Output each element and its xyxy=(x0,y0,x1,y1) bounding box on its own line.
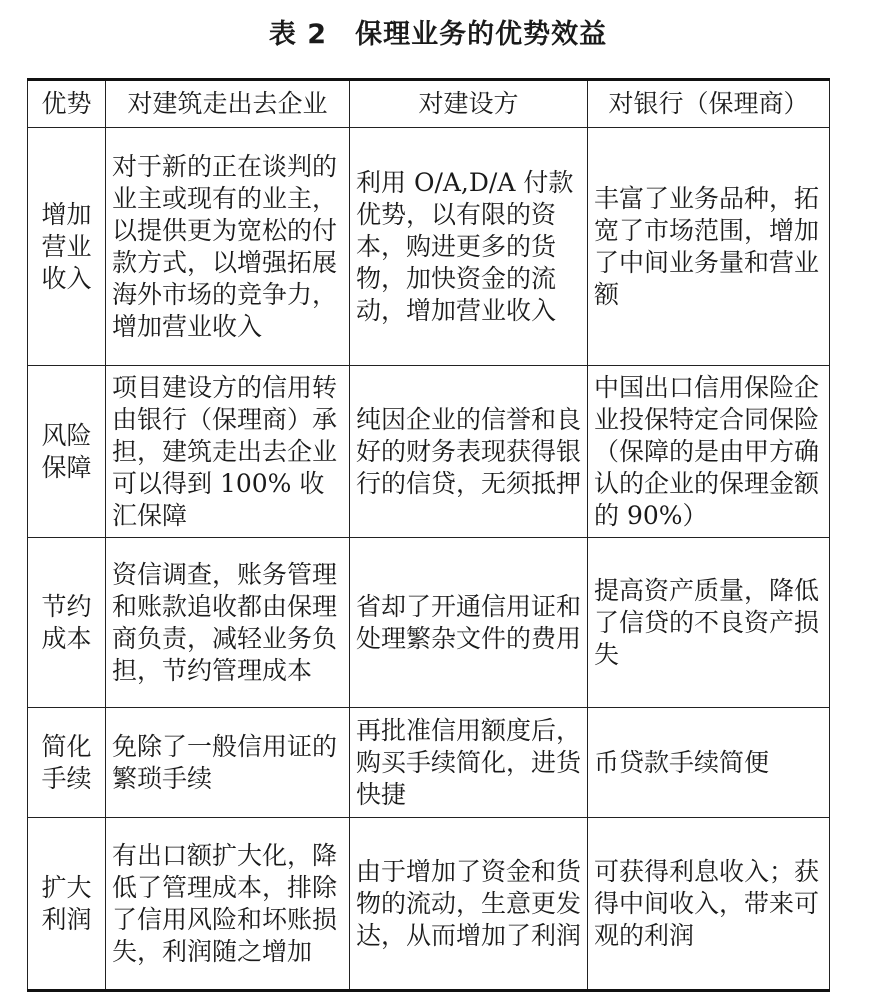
bank-cell xyxy=(588,708,830,818)
owner-cell xyxy=(350,128,588,366)
advantage-cell xyxy=(28,128,106,366)
bank-cell xyxy=(588,538,830,708)
owner-text: 纯因企业的信誉和良好的财务表现获得银行的信贷，无须抵押 xyxy=(356,404,582,498)
owner-text: 省却了开通信用证和处理繁杂文件的费用 xyxy=(356,591,582,653)
benefits-table xyxy=(27,78,830,992)
advantage-text: 简化手续 xyxy=(41,731,92,793)
header-bank: 对银行（保理商） xyxy=(588,80,830,128)
header-owner: 对建设方 xyxy=(350,80,588,128)
bank-cell xyxy=(588,366,830,538)
advantage-text: 增加营业收入 xyxy=(41,199,92,293)
page-title: 表 2 保理业务的优势效益 xyxy=(268,19,608,50)
advantage-cell xyxy=(28,818,106,991)
bank-text: 币贷款手续简便 xyxy=(594,747,770,777)
owner-cell xyxy=(350,708,588,818)
enterprise-cell xyxy=(106,128,350,366)
bank-text: 中国出口信用保险企业投保特定合同保险（保障的是由甲方确认的企业的保理金额的 90%） xyxy=(594,372,820,530)
advantage-text: 风险保障 xyxy=(41,420,92,482)
enterprise-cell xyxy=(106,538,350,708)
owner-cell xyxy=(350,818,588,991)
header-advantage: 优势 xyxy=(28,80,106,128)
advantage-cell xyxy=(28,538,106,708)
table-row xyxy=(28,366,830,538)
owner-text: 再批准信用额度后，购买手续简化，进货快捷 xyxy=(356,715,582,809)
owner-text: 利用 O/A,D/A 付款优势，以有限的资本，购进更多的货物，加快资金的流动，增加营业收入 xyxy=(356,167,574,325)
owner-cell xyxy=(350,538,588,708)
enterprise-text: 对于新的正在谈判的业主或现有的业主，以提供更为宽松的付款方式，以增强拓展海外市场的竞争力，增加营业收入 xyxy=(112,151,338,341)
advantage-text: 节约成本 xyxy=(41,591,92,653)
enterprise-cell xyxy=(106,818,350,991)
enterprise-text: 有出口额扩大化，降低了管理成本，排除了信用风险和坏账损失，利润随之增加 xyxy=(112,840,338,966)
owner-cell xyxy=(350,366,588,538)
enterprise-text: 免除了一般信用证的繁琐手续 xyxy=(112,731,338,793)
enterprise-text: 资信调查，账务管理和账款追收都由保理商负责，减轻业务负担，节约管理成本 xyxy=(112,559,338,685)
advantage-text: 扩大利润 xyxy=(41,872,92,934)
header-enterprise: 对建筑走出去企业 xyxy=(106,80,350,128)
table-row xyxy=(28,538,830,708)
advantage-cell xyxy=(28,366,106,538)
enterprise-cell xyxy=(106,708,350,818)
table-row xyxy=(28,708,830,818)
advantage-cell xyxy=(28,708,106,818)
enterprise-text: 项目建设方的信用转由银行（保理商）承担，建筑走出去企业可以得到 100% 收汇保障 xyxy=(112,372,338,530)
table-header-row xyxy=(28,80,830,128)
bank-text: 可获得利息收入；获得中间收入，带来可观的利润 xyxy=(594,856,820,950)
table-row xyxy=(28,818,830,991)
owner-text: 由于增加了资金和货物的流动，生意更发达，从而增加了利润 xyxy=(356,856,582,950)
bank-cell xyxy=(588,818,830,991)
bank-cell xyxy=(588,128,830,366)
enterprise-cell xyxy=(106,366,350,538)
table-row xyxy=(28,128,830,366)
bank-text: 提高资产质量，降低了信贷的不良资产损失 xyxy=(594,575,820,669)
bank-text: 丰富了业务品种，拓宽了市场范围，增加了中间业务量和营业额 xyxy=(594,183,820,309)
